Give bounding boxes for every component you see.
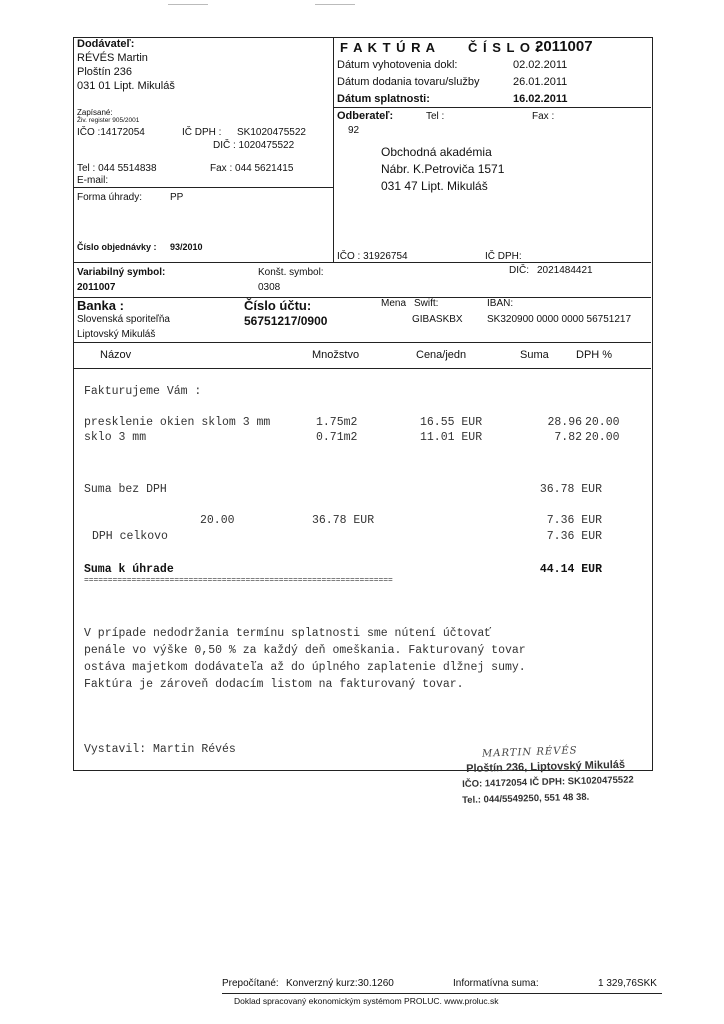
item-price: 11.01 EUR: [420, 431, 483, 444]
customer-heading: Odberateľ:: [337, 110, 394, 122]
informative-label: Informatívna suma:: [453, 978, 539, 989]
supplier-ico: IČO :14172054: [77, 127, 145, 138]
symbols-divider: [73, 262, 651, 263]
variable-symbol: 2011007: [77, 282, 116, 293]
signature: MARTIN RÉVÉS: [481, 745, 578, 760]
item-price: 16.55 EUR: [420, 416, 483, 429]
vat-base: 36.78 EUR: [312, 514, 375, 527]
amount-due-label: Suma k úhrade: [84, 563, 174, 576]
iban-label: IBAN:: [487, 298, 514, 309]
customer-street: Nábr. K.Petroviča 1571: [381, 162, 505, 176]
date-due-label: Dátum splatnosti:: [337, 93, 430, 105]
order-value: 93/2010: [170, 242, 203, 252]
item-vat: 20.00: [585, 416, 620, 429]
date-issued: 02.02.2011: [513, 59, 568, 71]
supplier-tel: Tel : 044 5514838: [77, 163, 157, 174]
date-delivery: 26.01.2011: [513, 76, 568, 88]
col-header-price: Cena/jedn: [416, 349, 467, 361]
stamp-line: Tel.: 044/5549250, 551 48 38.: [462, 791, 590, 806]
const-symbol: 0308: [258, 282, 281, 293]
invoice-number: 2011007: [535, 38, 593, 55]
customer-dic: 2021484421: [537, 265, 593, 276]
item-name: sklo 3 mm: [84, 431, 147, 444]
item-name: presklenie okien sklom 3 mm: [84, 416, 271, 429]
note-line: Faktúra je zároveň dodacím listom na fakturovaný tovar.: [84, 678, 464, 691]
dates-divider: [333, 107, 651, 108]
processed-note: Doklad spracovaný ekonomickým systémom PROLUC. www.proluc.sk: [234, 996, 499, 1006]
footer-divider: [222, 993, 662, 994]
supplier-name: RÉVÉS Martin: [77, 52, 148, 64]
customer-ico: IČO : 31926754: [337, 251, 408, 262]
order-label: Číslo objednávky :: [77, 242, 157, 252]
payment-label: Forma úhrady:: [77, 192, 143, 203]
separator-line: =================================================================: [84, 576, 393, 585]
net-sum-value: 36.78 EUR: [539, 483, 602, 496]
vat-rate: 20.00: [200, 514, 235, 527]
converted-label: Prepočítané:: [222, 978, 279, 989]
informative-value: 1 329,76SKK: [598, 978, 657, 989]
iban: SK320900 0000 0000 56751217: [487, 314, 632, 325]
note-line: V prípade nedodržania termínu splatnosti sme nútení účtovať: [84, 627, 492, 640]
intro-text: Fakturujeme Vám :: [84, 385, 202, 398]
variable-symbol-label: Variabilný symbol:: [77, 267, 166, 278]
supplier-fax: Fax : 044 5621415: [210, 163, 294, 174]
note-line: penále vo výške 0,50 % za každý deň omeškania. Fakturovaný tovar: [84, 644, 526, 657]
stamp-line: IČO: 14172054 IČ DPH: SK1020475522: [462, 774, 634, 790]
registered-label: Zapísané:: [77, 108, 113, 117]
stamp-line: Ploštín 236, Liptovský Mikuláš: [466, 758, 626, 775]
scan-mark: [168, 4, 208, 5]
currency-label: Mena: [381, 298, 407, 309]
swift-label: Swift:: [414, 298, 439, 309]
col-header-qty: Množstvo: [312, 349, 360, 361]
swift: GIBASKBX: [412, 314, 463, 325]
item-vat: 20.00: [585, 431, 620, 444]
conversion-rate: Konverzný kurz:30.1260: [286, 978, 394, 989]
payment-value: PP: [170, 192, 184, 203]
note-line: ostáva majetkom dodávateľa až do úplného zaplatenie dlžnej sumy.: [84, 661, 526, 674]
date-due: 16.02.2011: [513, 93, 568, 105]
register: Živ. register 905/2001: [77, 117, 140, 124]
supplier-ic-dph: SK1020475522: [237, 127, 306, 138]
supplier-street: Ploštín 236: [77, 66, 133, 78]
customer-fax-label: Fax :: [532, 111, 555, 122]
table-header-top: [73, 342, 651, 343]
item-sum: 28.96: [547, 416, 582, 429]
const-symbol-label: Konšt. symbol:: [258, 267, 324, 278]
net-sum-label: Suma bez DPH: [84, 483, 167, 496]
customer-city: 031 47 Lipt. Mikuláš: [381, 179, 488, 193]
bank-name-2: Liptovský Mikuláš: [77, 329, 156, 340]
customer-name: Obchodná akadémia: [381, 145, 492, 159]
supplier-ic-dph-label: IČ DPH :: [182, 127, 222, 138]
invoice-title: F A K T Ú R A: [340, 40, 437, 55]
header-divider: [333, 37, 334, 262]
date-issued-label: Dátum vyhotovenia dokl:: [337, 59, 458, 71]
item-qty: 1.75m2: [316, 416, 358, 429]
table-header-bottom: [73, 368, 651, 369]
supplier-dic: DIČ : 1020475522: [213, 140, 295, 151]
col-header-name: Názov: [100, 349, 132, 361]
supplier-heading: Dodávateľ:: [77, 38, 135, 50]
issued-by: Vystavil: Martin Révés: [84, 743, 236, 756]
supplier-city: 031 01 Lipt. Mikuláš: [77, 80, 175, 92]
item-sum: 7.82: [554, 431, 582, 444]
invoice-number-label: Č Í S L O :: [468, 40, 541, 55]
supplier-email: E-mail:: [77, 175, 109, 186]
bank-name-1: Slovenská sporiteľňa: [77, 314, 170, 325]
col-header-vat: DPH %: [576, 349, 613, 361]
customer-ic-dph: IČ DPH:: [485, 251, 522, 262]
account-number: 56751217/0900: [244, 314, 328, 328]
vat-total-value: 7.36 EUR: [546, 530, 602, 543]
customer-tel-label: Tel :: [426, 111, 445, 122]
bank-label: Banka :: [77, 298, 124, 313]
vat-amount: 7.36 EUR: [546, 514, 602, 527]
item-qty: 0.71m2: [316, 431, 358, 444]
amount-due-value: 44.14 EUR: [539, 563, 602, 576]
customer-code: 92: [348, 125, 360, 136]
scan-mark: [315, 4, 355, 5]
account-label: Číslo účtu:: [244, 298, 312, 313]
supplier-divider: [73, 187, 333, 188]
date-delivery-label: Dátum dodania tovaru/služby: [337, 76, 480, 88]
customer-dic-label: DIČ:: [509, 265, 529, 276]
col-header-sum: Suma: [520, 349, 549, 361]
bank-divider: [73, 297, 651, 298]
vat-total-label: DPH celkovo: [92, 530, 168, 543]
